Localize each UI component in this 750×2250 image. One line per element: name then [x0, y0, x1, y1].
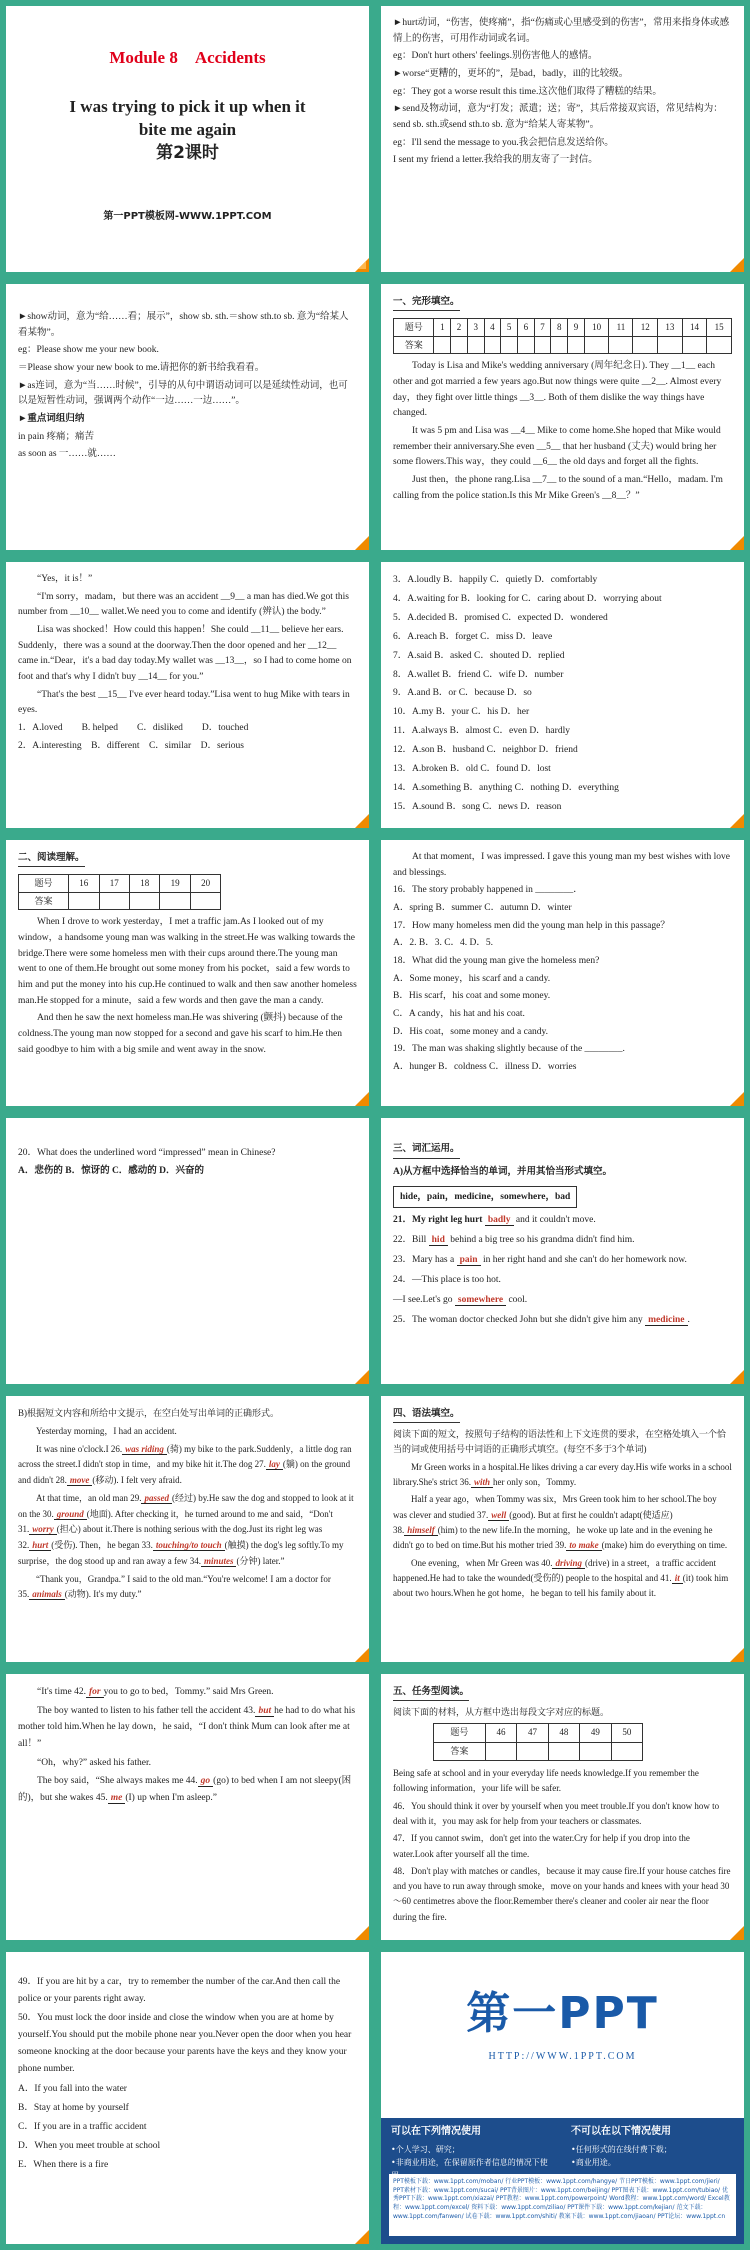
option-line: 11．A.always B．almost C．even D．hardly	[393, 726, 570, 737]
passage-paragraph: Lisa was shocked！How could this happen！She could __11__ believe her ears. Suddenly，there was a sound at the doorway.Then the door opened and her __12__ came in.“Dear，it's a bad day today.My wallet was __13__，so I had to come home on foot and that's why I didn't buy __14__ for you.”	[18, 625, 352, 683]
passage-paragraph: “Yes，it is！”	[37, 574, 93, 584]
answer-table	[393, 318, 732, 355]
answer: pain	[457, 1255, 481, 1266]
item-text: 22．Bill	[393, 1235, 427, 1246]
slide-15	[6, 1952, 369, 2244]
answer: move	[67, 1475, 93, 1486]
options-list	[393, 572, 732, 816]
table-header-cell: 17	[99, 874, 129, 892]
table-header-cell: 13	[658, 318, 683, 336]
forbidden-item: •商业用途。	[571, 2157, 616, 2167]
option-line: 14．A.something B．anything C．nothing D．everything	[393, 782, 619, 793]
fill-item	[393, 1211, 732, 1229]
passage-paragraph: “That's the best __15__ I've ever heard today.”Lisa went to hug Mike with tears in eyes.	[18, 689, 350, 716]
usage-info	[381, 2118, 744, 2244]
corner-decoration	[355, 1370, 369, 1384]
passage-text: (触摸) the dog's leg softly.To my surprise，the dog stood up and ran away a few 34.	[18, 1540, 344, 1566]
table-header-cell: 48	[548, 1724, 579, 1742]
answer: but	[255, 1706, 274, 1717]
question-line: 19．The man was shaking slightly because of the ________.	[393, 1044, 625, 1055]
table-header-cell: 6	[517, 318, 534, 336]
table-header-cell: 20	[190, 874, 221, 892]
answer: himself	[404, 1525, 438, 1536]
slide-9	[6, 1118, 369, 1384]
question-options: 2．A.interesting B．different C．similar D．serious	[18, 740, 244, 751]
passage-paragraph: It was 5 pm and Lisa was __4__ Mike to come home.She hoped that Mike would remember their anniversary.She even __5__ that her husband (丈夫) would bring her some flowers.This way，they could __6__ the old days and forget all the fights.	[393, 426, 721, 468]
question-line: A．2. B．3. C．4. D．5.	[393, 938, 494, 949]
slide-11	[6, 1396, 369, 1662]
note-line: ►重点词组归纳	[18, 414, 85, 425]
note-line: ►send及物动词，意为“打发；派遣；送；寄”，其后常接双宾语，常见结构为：send sb. sth.或send sth.to sb. 意为“给某人寄某物”。	[393, 104, 723, 131]
passage-paragraph: 48．Don't play with matches or candles，because it may cause fire.If your house catches fire and you have to run away through smoke，move on your hands and knees with your head 30～60 centimetres above the floor.Remember there's cleaner and cooler air near the floor during the fire.	[393, 1865, 731, 1922]
answer: it	[672, 1573, 683, 1584]
passage-text: “It's time 42.	[37, 1687, 86, 1697]
passage-paragraph	[18, 1703, 357, 1753]
forbidden-usage	[571, 2124, 738, 2169]
passage-paragraph: 47．If you cannot swim，don't get into the water.Cry for help if you drop into the water.Look after yourself all the time.	[393, 1833, 690, 1859]
table-header-cell: 47	[517, 1724, 548, 1742]
note-line: in pain 疼痛；痛苦	[18, 431, 94, 442]
answer: well	[488, 1510, 509, 1521]
passage-text: It was nine o'clock.I 26.	[36, 1443, 123, 1454]
module-title: Module 8 Accidents	[109, 48, 266, 67]
passage-paragraph: Just then，the phone rang.Lisa __7__ to the sound of a man.“Hello，madam. I'm calling from the police station.Is this Mr Mike Green's __8__？”	[393, 475, 723, 501]
title-line-2: bite me again	[138, 119, 237, 139]
passage-paragraph: Today is Lisa and Mike's wedding anniversary (周年纪念日). They __1__ each other and got married a few years ago.But now things were quite __2__. Almost every day，they fight over little things __3__. Both of them dislike the way things have changed.	[393, 361, 722, 419]
passage-paragraph: 46．You should think it over by yourself when you meet trouble.If you don't know how to deal with it，you may ask for help from your teachers or classmates.	[393, 1800, 720, 1826]
instruction: B)根据短文内容和所给中文提示，在空白处写出单词的正确形式。	[18, 1408, 280, 1418]
fill-item	[393, 1291, 732, 1309]
answer-label: 答案	[394, 336, 434, 354]
allowed-item: •非商业用途，在保留原作者信息的情况下使	[391, 2157, 548, 2167]
slide-6	[381, 562, 744, 828]
table-header-cell: 9	[568, 318, 585, 336]
option-line: 6．A.reach B．forget C．miss D．leave	[393, 631, 553, 642]
question-line: D．His coat，some money and a candy.	[393, 1026, 549, 1037]
passage-line: A．If you fall into the water	[18, 2083, 127, 2094]
passage-text: (make) him do everything on time.	[601, 1540, 728, 1551]
answer: driving	[552, 1558, 585, 1569]
passage-text: (经过) by.He saw the dog and stopped to look at it on the 30.	[18, 1492, 354, 1519]
table-header-cell: 15	[707, 318, 732, 336]
passage-text: (地面). After checking it，he turned around to me and said，“Don't 31.	[18, 1508, 333, 1535]
note-line: I sent my friend a letter.我给我的朋友寄了一封信。	[393, 155, 598, 166]
passage-paragraph: When I drove to work yesterday，I met a traffic jam.As I looked out of my window，a handsome young man was walking in the street.He was walking towards the bridge.There were some homeless men with their cups around there.The young man went to one of them.He brought out some money from his pocket，said a few words to him and put the money into his cup.He continued to walk and then saw another homeless man.He stopped for a minute，said a few words and then gave the man a candy.	[18, 917, 357, 1006]
item-text: —I see.Let's go	[393, 1295, 453, 1306]
passage-text: “Thank you，Grandpa.” I said to the old man.“You're welcome! I am a doctor for 35.	[18, 1573, 331, 1600]
fill-item	[393, 1251, 732, 1269]
answer: for	[86, 1687, 104, 1698]
question-line: A．spring B．summer C．autumn D．winter	[393, 903, 572, 914]
item-text: 23．Mary has a	[393, 1255, 455, 1266]
answer: to make	[566, 1540, 601, 1551]
answer-table	[433, 1723, 643, 1761]
question-20-options: A．悲伤的 B．惊讶的 C．感动的 D．兴奋的	[18, 1165, 205, 1176]
table-header-cell: 8	[551, 318, 568, 336]
lesson-number: 第2课时	[156, 142, 219, 163]
passage-paragraph	[18, 1572, 357, 1604]
corner-decoration	[730, 258, 744, 272]
passage-paragraph: Being safe at school and in your everyday life needs knowledge.If you remember the following information，your life will be safer.	[393, 1768, 699, 1794]
instruction: A)从方框中选择恰当的单词，并用其恰当形式填空。	[393, 1167, 613, 1178]
note-line: eg：Don't hurt others' feelings.别伤害他人的感情。	[393, 51, 598, 62]
passage-paragraph: “Oh，why?” asked his father.	[37, 1757, 151, 1768]
passage-text: you to go to bed，Tommy.” said Mrs Green.	[103, 1687, 274, 1697]
answer: hid	[429, 1235, 448, 1246]
passage-paragraph	[393, 1556, 732, 1602]
table-header-cell: 3	[467, 318, 484, 336]
instruction: 阅读下面的材料，从方框中选出每段文字对应的标题。	[393, 1707, 610, 1718]
passage-paragraph	[18, 1442, 357, 1489]
passage-line: 50．You must lock the door inside and close the window when you are at home by yourself.You should put the mobile phone near you.Never open the door when you hear someone knocking at the door because your parents have the keys and they know your phone number.	[18, 2013, 352, 2075]
slide-7	[6, 840, 369, 1106]
passage-line: 49．If you are hit by a car，try to remember the number of the car.And then call the police or your parents right away.	[18, 1977, 341, 2005]
corner-decoration-inner	[358, 261, 366, 269]
slide-3	[6, 284, 369, 550]
table-header-cell: 题号	[434, 1724, 486, 1742]
forbidden-item: •任何形式的在线付费下载；	[571, 2144, 672, 2154]
passage-text: (him) to the new life.In the morning，he woke up late and in the evening he didn't go to bed on time.But his mother tried 39.	[393, 1524, 713, 1551]
word-box: hide，pain，medicine，somewhere，bad	[393, 1186, 577, 1208]
lesson-title	[18, 96, 357, 165]
option-line: 9．A.and B．or C．because D．so	[393, 688, 532, 699]
slide-16	[381, 1952, 744, 2244]
table-header-cell: 49	[580, 1724, 611, 1742]
question-line: A．Some money，his scarf and a candy.	[393, 973, 551, 984]
table-header-cell: 14	[682, 318, 707, 336]
passage-text: The boy said，“She always makes me 44.	[37, 1776, 198, 1787]
section-heading: 一、完形填空。	[393, 294, 460, 311]
slide-1	[6, 6, 369, 272]
forbidden-heading: 不可以在以下情况使用	[571, 2126, 671, 2137]
passage-text: (go) to bed when I am not sleepy(困的)，but she wakes 45.	[18, 1776, 352, 1803]
passage-paragraph	[18, 1491, 357, 1570]
answer: me	[108, 1793, 126, 1804]
section-heading: 二、阅读理解。	[18, 850, 85, 867]
answer-label: 答案	[19, 892, 69, 910]
item-text: behind a big tree so his grandma didn't find him.	[450, 1235, 635, 1246]
corner-decoration	[730, 1092, 744, 1106]
section-heading: 四、语法填空。	[393, 1406, 460, 1423]
answer: animals	[29, 1589, 65, 1600]
question-options: 1．A.loved B. helped C．disliked D．touched	[18, 723, 249, 734]
slide-13	[6, 1674, 369, 1940]
option-line: 8．A.wallet B．friend C．wife D．number	[393, 669, 564, 680]
table-header-cell: 7	[534, 318, 551, 336]
corner-decoration	[355, 814, 369, 828]
answer: hurt	[29, 1540, 51, 1551]
passage-text: At that time，an old man 29.	[36, 1492, 142, 1503]
passage-paragraph	[393, 1460, 732, 1491]
item-text: 21．My right leg hurt	[393, 1215, 483, 1226]
answer: worry	[29, 1524, 57, 1535]
passage-paragraph	[393, 1492, 732, 1553]
passage-text: (I) up when I'm asleep.”	[125, 1792, 217, 1803]
passage-line: B．Stay at home by yourself	[18, 2102, 129, 2113]
passage-text: (good). But at first he couldn't adapt(使适应) 38.	[393, 1509, 673, 1535]
corner-decoration	[730, 1926, 744, 1940]
table-header-cell: 题号	[394, 318, 434, 336]
slide-8	[381, 840, 744, 1106]
corner-decoration	[730, 536, 744, 550]
note-line: eg：They got a worse result this time.这次他们取得了糟糕的结果。	[393, 86, 662, 97]
passage-text: he had to do what his mother told him.When he lay down，he said，“I don't think Mum can look after me at all！”	[18, 1705, 356, 1749]
option-line: 13．A.broken B．old C．found D．lost	[393, 764, 551, 775]
table-header-cell: 18	[129, 874, 159, 892]
slide-12	[381, 1396, 744, 1662]
note-line: ►worse“更糟的，更坏的”，是bad，badly，ill的比较级。	[393, 69, 629, 80]
answer: go	[198, 1776, 214, 1787]
item-text: cool.	[508, 1295, 528, 1306]
option-line: 3．A.loudly B．happily C．quietly D．comfortably	[393, 575, 598, 585]
table-header-cell: 11	[609, 318, 633, 336]
answer: medicine	[645, 1315, 687, 1326]
question-line: A．hunger B．coldness C．illness D．worries	[393, 1062, 577, 1073]
passage-paragraph: At that moment，I was impressed. I gave this young man my best wishes with love and blessings.	[393, 852, 730, 878]
table-header-cell: 2	[451, 318, 468, 336]
passage-text: (骑) my bike to the park.Suddenly，a little dog ran across the street.I didn't stop in time，and my bike hit it.The dog 27.	[18, 1443, 352, 1470]
table-header-cell: 1	[434, 318, 451, 336]
section-heading: 五、任务型阅读。	[393, 1684, 469, 1701]
table-header-cell: 19	[160, 874, 190, 892]
questions-list	[393, 883, 732, 1075]
passage-text: her only son，Tommy.	[493, 1477, 577, 1488]
passage-text: (分钟) later.”	[236, 1555, 285, 1566]
fill-item	[393, 1311, 732, 1329]
resource-links[interactable]: PPT模板下载：www.1ppt.com/moban/ 行业PPT模板：www.1ppt.com/hangye/ 节日PPT模板：www.1ppt.com/jieri/ PPT素材下载：www.1ppt.com/sucai/ PPT背景图片：www.1ppt.com/beijing/ PPT图表下载：www.1ppt.com/tubiao/ 优秀PPT下载：www.1ppt.com/xiazai/ PPT教程：www.1ppt.com/powerpoint/ Word教程：www.1ppt.com/word/ Excel教程：www.1ppt.com/excel/ 资料下载：www.1ppt.com/ziliao/ PPT课件下载：www.1ppt.com/kejian/ 范文下载：www.1ppt.com/fanwen/ 试卷下载：www.1ppt.com/shiti/ 教案下载：www.1ppt.com/jiaoan/ PPT论坛：www.1ppt.cn	[389, 2174, 736, 2236]
passage-text: (drive) in a street，a traffic accident happened.He had to take the wounded(受伤的) people to the hospital and 41.	[393, 1557, 716, 1583]
question-line: B．His scarf，his coat and some money.	[393, 991, 551, 1002]
note-line: ►show动词，意为“给……看；展示”，show sb. sth.＝show sth.to sb. 意为“给某人看某物”。	[18, 312, 349, 338]
slide-5	[6, 562, 369, 828]
item-text: and it couldn't move.	[515, 1215, 596, 1226]
passage-paragraph: And then he saw the next homeless man.He was shivering (颤抖) because of the coldness.The young man now stopped for a second and gave his scarf to him.He then said goodbye to him with a big smile and went away in the snow.	[18, 1013, 343, 1055]
passage-text: Mr Green works in a hospital.He likes driving a car every day.His wife works in a school library.She's strict 36.	[393, 1461, 732, 1488]
passage-line: C．If you are in a traffic accident	[18, 2121, 147, 2132]
corner-decoration	[355, 536, 369, 550]
brand-logo: 第一PPT	[466, 1988, 659, 2039]
section-heading: 三、词汇运用。	[393, 1140, 460, 1159]
passage-text: (动物). It's my duty.”	[64, 1589, 142, 1600]
passage-paragraph	[18, 1773, 357, 1806]
slide-4	[381, 284, 744, 550]
question-line: 18．What did the young man give the homeless men?	[393, 956, 600, 967]
answer: with	[471, 1477, 493, 1488]
question-20: 20．What does the underlined word “impressed” mean in Chinese?	[18, 1148, 276, 1158]
table-header-cell: 50	[611, 1724, 643, 1742]
answer: minutes	[201, 1556, 237, 1567]
corner-decoration	[355, 1648, 369, 1662]
note-line: eg：Please show me your new book.	[18, 345, 159, 356]
slide-10	[381, 1118, 744, 1384]
footer-credit: 第一PPT模板网-WWW.1PPT.COM	[103, 210, 272, 222]
answer: ground	[54, 1509, 87, 1520]
item-text: 25．The woman doctor checked John but she didn't give him any	[393, 1315, 643, 1326]
answer: was riding	[122, 1444, 167, 1455]
answer: somewhere	[455, 1295, 506, 1306]
passage-text: (移动). I felt very afraid.	[92, 1475, 182, 1485]
brand-url: HTTP://WWW.1PPT.COM	[488, 2050, 637, 2062]
corner-decoration	[355, 1926, 369, 1940]
question-line: 16．The story probably happened in ________．	[393, 885, 583, 896]
corner-decoration	[730, 1370, 744, 1384]
option-line: 7．A.said B．asked C．shouted D．replied	[393, 650, 565, 661]
fill-item	[393, 1231, 732, 1249]
passage-paragraph: Yesterday morning，I had an accident.	[36, 1425, 177, 1436]
option-line: 12．A.son B．husband C．neighbor D．friend	[393, 745, 578, 756]
option-line: 15．A.sound B．song C．news D．reason	[393, 801, 562, 812]
corner-decoration	[730, 814, 744, 828]
note-line: ►hurt动词，“伤害，使疼痛”，指“伤痛或心里感受到的伤害”，常用来指身体或感情上的伤害，可用作动词或名词。	[393, 18, 730, 44]
corner-decoration	[355, 2230, 369, 2244]
note-line: ＝Please show your new book to me.请把你的新书给我看看。	[18, 363, 265, 374]
table-header-cell: 4	[484, 318, 501, 336]
passage-text: (担心) about it.There is nothing serious with the dog.Just its right leg was 32.	[18, 1524, 323, 1550]
option-line: 4．A.waiting for B．looking for C．caring about D．worrying about	[393, 593, 662, 604]
table-header-cell: 12	[633, 318, 658, 336]
allowed-item: •个人学习、研究；	[391, 2144, 460, 2154]
passage-paragraph: “I'm sorry，madam，but there was an accident __9__ a man has died.We got this number from __10__ wallet.We need you to come and identify (辨认) the body.”	[18, 591, 349, 618]
passage-line: E．When there is a fire	[18, 2159, 109, 2170]
table-header-cell: 5	[501, 318, 518, 336]
table-header-cell: 16	[69, 874, 99, 892]
slide-2	[381, 6, 744, 272]
fill-item: 24．—This place is too hot.	[393, 1275, 501, 1286]
answer: touching/to touch	[153, 1540, 225, 1551]
answer: lay	[266, 1459, 283, 1470]
answer-table	[18, 874, 221, 911]
option-line: 10．A.my B．your C．his D．her	[393, 707, 530, 718]
table-header-cell: 10	[584, 318, 609, 336]
item-text: in her right hand and she can't do her homework now.	[482, 1255, 687, 1266]
option-line: 5．A.decided B．promised C．expected D．wondered	[393, 612, 608, 623]
allowed-heading: 可以在下列情况使用	[391, 2126, 481, 2137]
passage-text: Half a year ago，when Tommy was six，Mrs Green took him to her school.The boy was clever and studied 37.	[393, 1494, 717, 1520]
passage-line: D．When you meet trouble at school	[18, 2140, 161, 2151]
table-header-cell: 题号	[19, 874, 69, 892]
note-line: eg：I'll send the message to you.我会把信息发送给你。	[393, 137, 614, 148]
instruction: 阅读下面的短文，按照句子结构的语法性和上下文连贯的要求，在空格处填入一个恰当的词或使用括号中词语的正确形式填空。(每空不多于3个单词)	[393, 1429, 727, 1455]
passage-text: (it) took him about two hours.When he got home，he began to tell his family about it.	[393, 1572, 729, 1599]
passage-text: One evening，when Mr Green was 40.	[411, 1557, 553, 1568]
answer: badly	[485, 1215, 514, 1226]
table-header-cell: 46	[485, 1724, 516, 1742]
note-line: as soon as 一……就……	[18, 449, 116, 460]
passage-paragraph	[18, 1684, 357, 1701]
title-line-1: I was trying to pick it up when it	[69, 97, 306, 117]
passage-text: (躺) on the ground and didn't 28.	[18, 1459, 351, 1485]
answer: passed	[141, 1493, 172, 1504]
passage-text: The boy wanted to listen to his father tell the accident 43.	[37, 1705, 256, 1716]
item-text: .	[687, 1315, 690, 1326]
corner-decoration	[355, 1092, 369, 1106]
question-line: C．A candy，his hat and his coat.	[393, 1009, 525, 1020]
question-line: 17．How many homeless men did the young man help in this passage？	[393, 920, 670, 931]
passage-list	[393, 1766, 732, 1925]
corner-decoration	[730, 1648, 744, 1662]
passage-text: (受伤). Then，he began 33.	[51, 1540, 153, 1550]
note-line: ►as连词，意为“当……时候”，引导的从句中谓语动词可以是延续性动词，也可以是短暂性动词，强调两个动作“一边……一边……”。	[18, 380, 348, 407]
answer-label: 答案	[434, 1742, 486, 1760]
passage-list	[18, 1974, 357, 2174]
slide-14	[381, 1674, 744, 1940]
